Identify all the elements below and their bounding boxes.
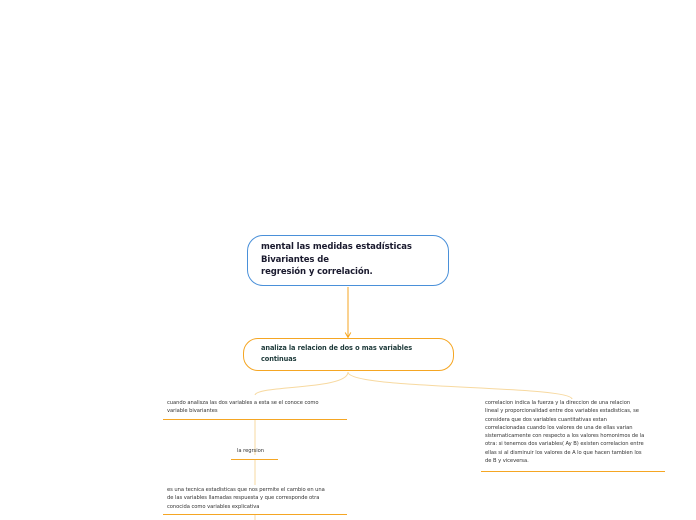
connector-arrowhead bbox=[345, 333, 351, 338]
regresion-definition-line-3: conocida como variables explicativa bbox=[167, 503, 260, 510]
central-topic-line-2: Bivariantes de bbox=[261, 254, 329, 265]
regresion-label: la regrsion bbox=[237, 448, 264, 454]
right-branch-line-3: considera que dos variables cuantitativas estan bbox=[485, 416, 607, 423]
right-branch-underline bbox=[481, 471, 665, 472]
central-topic-line-3: regresión y correlación. bbox=[261, 267, 373, 277]
right-branch-line-7: ellas si al disminuir los valores de A lo que hacen tambien los bbox=[485, 449, 642, 456]
main-branch-line-2: continuas bbox=[261, 354, 297, 363]
left-branch-underline bbox=[163, 419, 347, 420]
right-branch-node[interactable] bbox=[485, 399, 644, 465]
main-branch-node[interactable] bbox=[243, 338, 454, 371]
left-branch-line-1: cuando analisza las dos variables a esta se el conoce como bbox=[167, 400, 319, 406]
regresion-definition-line-2: de las variables llamadas respuesta y que corresponde otra bbox=[167, 495, 320, 502]
regresion-definition-line-1: es una tecnica estadisticas que nos permite el cambio en una bbox=[167, 487, 325, 493]
central-topic-line-1: mental las medidas estadísticas bbox=[261, 242, 412, 252]
right-branch-line-5: sistematicamente con respecto a los valores homonimos de la bbox=[485, 433, 645, 440]
central-topic-node[interactable] bbox=[247, 235, 449, 286]
connector-branch-to-left bbox=[255, 372, 348, 395]
regresion-definition-node[interactable] bbox=[167, 486, 325, 511]
right-branch-line-4: correlacionadas cuando los valores de una de ellas varian bbox=[485, 424, 633, 431]
right-branch-line-1: correlacion indica la fuerza y la direccion de una relacion bbox=[485, 400, 631, 406]
left-branch-node[interactable] bbox=[167, 399, 319, 416]
regresion-definition-underline bbox=[163, 514, 347, 515]
right-branch-line-2: lineal y proporcionalidad entre dos variables estadisticas, se bbox=[485, 408, 639, 415]
regresion-underline bbox=[231, 459, 278, 460]
connector-branch-to-right bbox=[348, 372, 572, 399]
right-branch-line-8: de B y viceversa. bbox=[485, 458, 529, 465]
regresion-node[interactable] bbox=[237, 447, 264, 455]
main-branch-line-1: analiza la relacion de dos o mas variables bbox=[261, 344, 413, 352]
left-branch-line-2: variable bivariantes bbox=[167, 408, 218, 415]
right-branch-line-6: otra: si tenemos dos variables( Ay B) existen correlacion entre bbox=[485, 441, 644, 448]
